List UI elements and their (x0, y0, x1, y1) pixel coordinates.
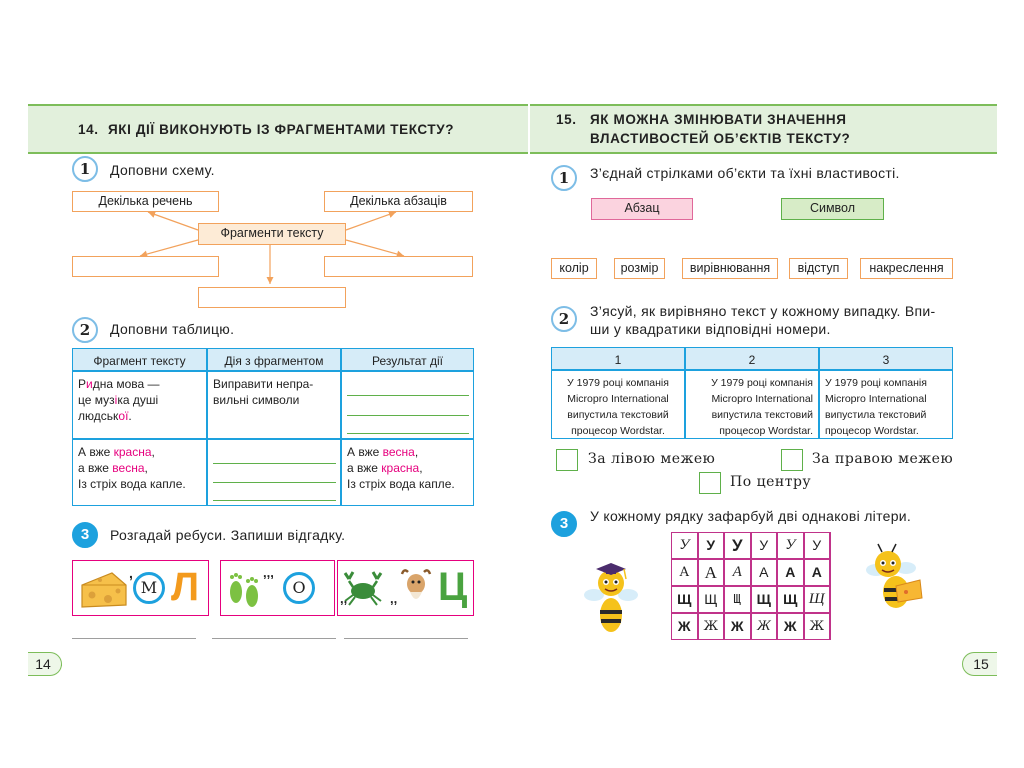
letter-grid-cell[interactable]: А (751, 559, 778, 586)
bee-cheese-icon (862, 542, 926, 616)
answer-line[interactable] (72, 638, 196, 639)
right-task1-text: З’єднай стрілками об’єкти та їхні властивості. (590, 165, 900, 181)
letter-grid-cell[interactable]: А (698, 559, 725, 586)
option-left-margin: За лівою межею (588, 451, 716, 467)
letter-grid-cell[interactable]: Ж (724, 613, 751, 640)
right-task3-text: У кожному рядку зафарбуй дві однакові літери. (590, 508, 912, 524)
task2-number: 2 (72, 317, 98, 343)
task1-text: Доповни схему. (110, 162, 215, 178)
cheese-icon (78, 567, 130, 613)
table-row2-action[interactable] (207, 439, 341, 506)
table-row1-fragment: Ридна мова — це музіка душі людської. (72, 371, 207, 439)
answer-line[interactable] (344, 638, 468, 639)
property-alignment[interactable]: вирівнювання (682, 258, 778, 279)
footprints-icon (224, 566, 266, 612)
letter-grid-cell[interactable]: Щ (698, 586, 725, 613)
alignment-sample-right: У 1979 році компанія Micropro International випустила текстовий процесор Wordstar. (685, 370, 819, 439)
letter-grid-cell[interactable]: Щ (671, 586, 698, 613)
option-right-margin: За правою межею (812, 451, 954, 467)
property-color[interactable]: колір (551, 258, 597, 279)
letter-grid-cell[interactable]: Щ (804, 586, 831, 613)
left-section-title: ЯКІ ДІЇ ВИКОНУЮТЬ ІЗ ФРАГМЕНТАМИ ТЕКСТУ? (108, 122, 455, 137)
letter-grid-cell[interactable]: У (724, 532, 751, 559)
right-page-number: 15 (973, 656, 989, 672)
crab-icon (341, 567, 385, 609)
rebus1-big-letter: Л (171, 565, 200, 609)
scheme-box-sentences: Декілька речень (72, 191, 219, 212)
alignment-header-3: 3 (819, 347, 953, 370)
letter-grid-cell[interactable]: А (671, 559, 698, 586)
scheme-empty-box-right[interactable] (324, 256, 473, 277)
rebus-3 (337, 560, 474, 616)
letter-grid-cell[interactable]: А (724, 559, 751, 586)
table-row1-action: Виправити непра- вильні символи (207, 371, 341, 439)
comma-mark: ,, (340, 591, 348, 606)
scheme-box-paragraphs: Декілька абзаців (324, 191, 473, 212)
left-page-number: 14 (35, 656, 51, 672)
table-header-action: Дія з фрагментом (207, 348, 341, 371)
property-size[interactable]: розмір (614, 258, 665, 279)
letter-grid-cell[interactable]: Щ (751, 586, 778, 613)
table-header-result: Результат дії (341, 348, 474, 371)
table-row1-result[interactable] (341, 371, 474, 439)
letter-grid-cell[interactable]: Ж (751, 613, 778, 640)
right-task1-number: 1 (551, 165, 577, 191)
letter-grid-cell[interactable]: А (804, 559, 831, 586)
right-section-title-line2: ВЛАСТИВОСТЕЙ ОБ’ЄКТІВ ТЕКСТУ? (590, 131, 851, 146)
goat-icon (398, 566, 434, 610)
answer-line[interactable] (347, 395, 469, 396)
right-section-title-line1: ЯК МОЖНА ЗМІНЮВАТИ ЗНАЧЕННЯ (590, 112, 847, 127)
right-task2-text-line1: З’ясуй, як вирівняно текст у кожному випадку. Впи- (590, 303, 936, 319)
object-paragraph[interactable]: Абзац (591, 198, 693, 220)
alignment-header-1: 1 (551, 347, 685, 370)
letter-grid-cell[interactable]: Ж (804, 613, 831, 640)
letter-grid-cell[interactable]: У (777, 532, 804, 559)
letter-grid-cell[interactable]: Щ (777, 586, 804, 613)
rebus3-big-letter: Ц (438, 565, 468, 609)
task1-number: 1 (72, 156, 98, 182)
letter-grid-cell[interactable]: Щ (724, 586, 751, 613)
letter-grid-cell[interactable]: У (671, 532, 698, 559)
answer-line[interactable] (213, 500, 336, 501)
rebus-2 (220, 560, 335, 616)
answer-box-right[interactable] (781, 449, 803, 471)
rebus-1 (72, 560, 209, 616)
property-style[interactable]: накреслення (860, 258, 953, 279)
object-symbol[interactable]: Символ (781, 198, 884, 220)
alignment-sample-left: У 1979 році компанія Micropro International випустила текстовий процесор Wordstar. (819, 370, 953, 439)
task3-number: 3 (72, 522, 98, 548)
scheme-empty-box-left[interactable] (72, 256, 219, 277)
table-row2-fragment: А вже красна, а вже весна, Із стріх вода капле. (72, 439, 207, 506)
alignment-sample-center: У 1979 році компанія Micropro International випустила текстовий процесор Wordstar. (551, 370, 685, 439)
right-task2-number: 2 (551, 306, 577, 332)
letter-grid-cell[interactable]: Ж (671, 613, 698, 640)
answer-box-left[interactable] (556, 449, 578, 471)
comma-mark: ,, (390, 591, 398, 606)
answer-box-center[interactable] (699, 472, 721, 494)
right-task2-text-line2: ши у квадратики відповідні номери. (590, 321, 831, 337)
letter-grid-cell[interactable]: У (698, 532, 725, 559)
table-row2-result: А вже весна, а вже красна, Із стріх вода капле. (341, 439, 474, 506)
scheme-empty-box-bottom[interactable] (198, 287, 346, 308)
comma-mark: ,,, (263, 565, 274, 580)
letter-grid-cell[interactable]: У (751, 532, 778, 559)
right-task3-number: 3 (551, 511, 577, 537)
right-section-number: 15. (556, 112, 577, 127)
rebus2-circle-letter: О (283, 572, 315, 604)
answer-line[interactable] (347, 415, 469, 416)
option-center: По центру (730, 474, 812, 490)
answer-line[interactable] (213, 463, 336, 464)
task2-text: Доповни таблицю. (110, 321, 235, 337)
bee-graduate-icon (580, 555, 642, 639)
comma-mark: , (129, 565, 133, 581)
answer-line[interactable] (347, 433, 469, 434)
scheme-box-center: Фрагменти тексту (198, 223, 346, 245)
alignment-header-2: 2 (685, 347, 819, 370)
rebus1-circle-letter: М (133, 572, 165, 604)
table-header-fragment: Фрагмент тексту (72, 348, 207, 371)
answer-line[interactable] (212, 638, 336, 639)
left-section-number: 14. (78, 122, 99, 137)
property-indent[interactable]: відступ (789, 258, 848, 279)
letter-grid-cell[interactable]: У (804, 532, 831, 559)
letter-grid-cell[interactable]: А (777, 559, 804, 586)
letter-grid-cell[interactable]: Ж (777, 613, 804, 640)
letter-grid-cell[interactable]: Ж (698, 613, 725, 640)
answer-line[interactable] (213, 482, 336, 483)
task3-text: Розгадай ребуси. Запиши відгадку. (110, 527, 346, 543)
